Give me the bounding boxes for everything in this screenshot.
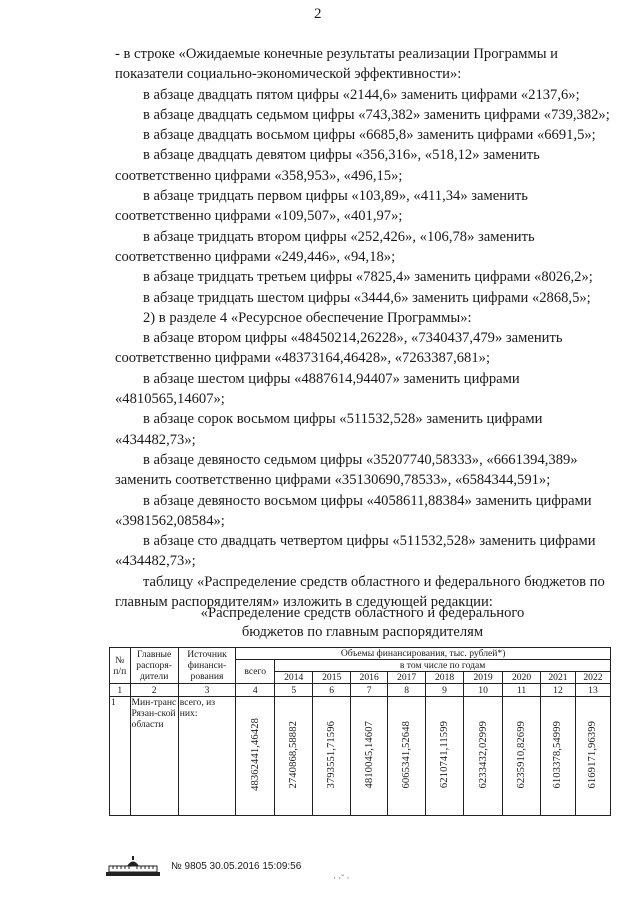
- table-title-line-1: «Распределение средств областного и федерального: [200, 605, 525, 621]
- paragraph: в абзаце девяносто восьмом цифры «4058611,88384» заменить цифрами «3981562,08584»;: [115, 492, 592, 529]
- row-year-value: 6169171,96399: [587, 720, 599, 789]
- row-year-cell: [541, 697, 576, 816]
- header-year: 2020: [503, 672, 541, 684]
- column-number: 7: [351, 684, 388, 697]
- paragraph: в абзаце двадцать восьмом цифры «6685,8» заменить цифрами «6691,5»;: [143, 127, 596, 144]
- header-num: № п/п: [110, 648, 131, 684]
- row-year-value: 3793551,71596: [326, 720, 338, 789]
- header-year: 2021: [541, 672, 576, 684]
- header-year: 2016: [351, 672, 388, 684]
- row-year-value: 6210741,11599: [439, 720, 451, 789]
- table-column-numbers-row: [110, 684, 611, 697]
- paragraph: в абзаце девяносто седьмом цифры «35207740,58333», «6661394,389» заменить соответственно цифрами «35130690,78533», «6584344,591»;: [115, 451, 578, 489]
- row-year-cell: [388, 697, 426, 816]
- column-number: 4: [236, 684, 275, 697]
- page-number: 2: [314, 6, 322, 22]
- header-year: 2019: [464, 672, 503, 684]
- paragraph: в абзаце сто двадцать четвертом цифры «511532,528» заменить цифрами «434482,73»;: [115, 533, 596, 570]
- header-year: 2014: [275, 672, 313, 684]
- row-year-cell: [275, 697, 313, 816]
- row-year-cell: [351, 697, 388, 816]
- row-year-value: 6235910,82699: [516, 720, 528, 789]
- column-number: 13: [575, 684, 610, 697]
- column-number: 12: [541, 684, 576, 697]
- header-source: Источник финанси-рования: [178, 648, 235, 684]
- header-volume: Объемы финансирования, тыс. рублей*): [236, 648, 611, 660]
- paragraph: в абзаце втором цифры «48450214,26228», «7340437,479» заменить соответственно цифрами «48373164,46428», «7263387,681»;: [115, 330, 563, 367]
- row-year-cell: [503, 697, 541, 816]
- column-number: 2: [130, 684, 178, 697]
- table-header-row-1: [110, 648, 611, 660]
- column-number: 3: [178, 684, 235, 697]
- row-year-value: 6233432,02999: [477, 720, 489, 789]
- header-year: 2022: [575, 672, 610, 684]
- paragraph: в абзаце тридцать втором цифры «252,426», «106,78» заменить соответственно цифрами «249,446», «94,18»;: [115, 228, 535, 265]
- column-number: 10: [464, 684, 503, 697]
- column-number: 5: [275, 684, 313, 697]
- header-year: 2017: [388, 672, 426, 684]
- financing-table: [109, 647, 611, 816]
- paragraph: 2) в разделе 4 «Ресурсное обеспечение Программы»:: [143, 309, 472, 326]
- row-year-value: 6103378,54999: [552, 720, 564, 789]
- row-year-value: 6065341,52648: [401, 720, 413, 789]
- row-year-cell: [575, 697, 610, 816]
- column-number: 11: [503, 684, 541, 697]
- table-title: [115, 604, 610, 642]
- row-year-value: 2740868,58882: [288, 720, 300, 789]
- document-body: [115, 44, 610, 612]
- paragraph: в абзаце двадцать девятом цифры «356,316», «518,12» заменить соответственно цифрами «358,953», «496,15»;: [115, 147, 540, 184]
- row-year-cell: [426, 697, 464, 816]
- scan-marks: · ·˘ ·: [333, 873, 350, 883]
- building-logo-icon: [105, 855, 161, 877]
- footer: [105, 855, 301, 877]
- row-num: 1: [110, 697, 131, 816]
- paragraph: в абзаце тридцать шестом цифры «3444,6» заменить цифрами «2868,5»;: [143, 289, 591, 306]
- paragraph: в абзаце двадцать седьмом цифры «743,382» заменить цифрами «739,382»;: [143, 106, 610, 123]
- row-year-cell: [464, 697, 503, 816]
- table-row: [110, 697, 611, 816]
- table-title-line-2: бюджетов по главным распорядителям: [241, 624, 484, 640]
- paragraph: в абзаце шестом цифры «4887614,94407» заменить цифрами «4810565,14607»;: [115, 370, 520, 408]
- registration-stamp: № 9805 30.05.2016 15:09:56: [171, 860, 302, 872]
- row-total-cell: [236, 697, 275, 816]
- column-number: 1: [110, 684, 131, 697]
- header-main-manager: Главные распоря-дители: [130, 648, 178, 684]
- row-total-value: 48362441,46428: [249, 718, 261, 791]
- header-year: 2018: [426, 672, 464, 684]
- header-year: 2015: [313, 672, 351, 684]
- column-number: 6: [313, 684, 351, 697]
- paragraph: - в строке «Ожидаемые конечные результаты реализации Программы и показатели социально-экономической эффективности»:: [115, 46, 558, 83]
- row-manager: Мин-транс Рязан-ской области: [130, 697, 178, 816]
- header-by-years: в том числе по годам: [275, 660, 611, 672]
- paragraph: таблицу «Распределение средств областного и федерального бюджетов по главным распорядителям» изложить в следующей редакции:: [115, 573, 605, 611]
- row-source: всего, из них:: [178, 697, 235, 816]
- paragraph: в абзаце двадцать пятом цифры «2144,6» заменить цифрами «2137,6»;: [143, 86, 580, 103]
- row-year-value: 4810045,14607: [363, 720, 375, 789]
- row-year-cell: [313, 697, 351, 816]
- paragraph: в абзаце тридцать первом цифры «103,89», «411,34» заменить соответственно цифрами «109,507», «401,97»;: [115, 188, 528, 225]
- column-number: 9: [426, 684, 464, 697]
- paragraph: в абзаце тридцать третьем цифры «7825,4» заменить цифрами «8026,2»;: [143, 269, 593, 286]
- paragraph: в абзаце сорок восьмом цифры «511532,528» заменить цифрами «434482,73»;: [115, 411, 543, 448]
- column-number: 8: [388, 684, 426, 697]
- header-total: всего: [236, 660, 275, 684]
